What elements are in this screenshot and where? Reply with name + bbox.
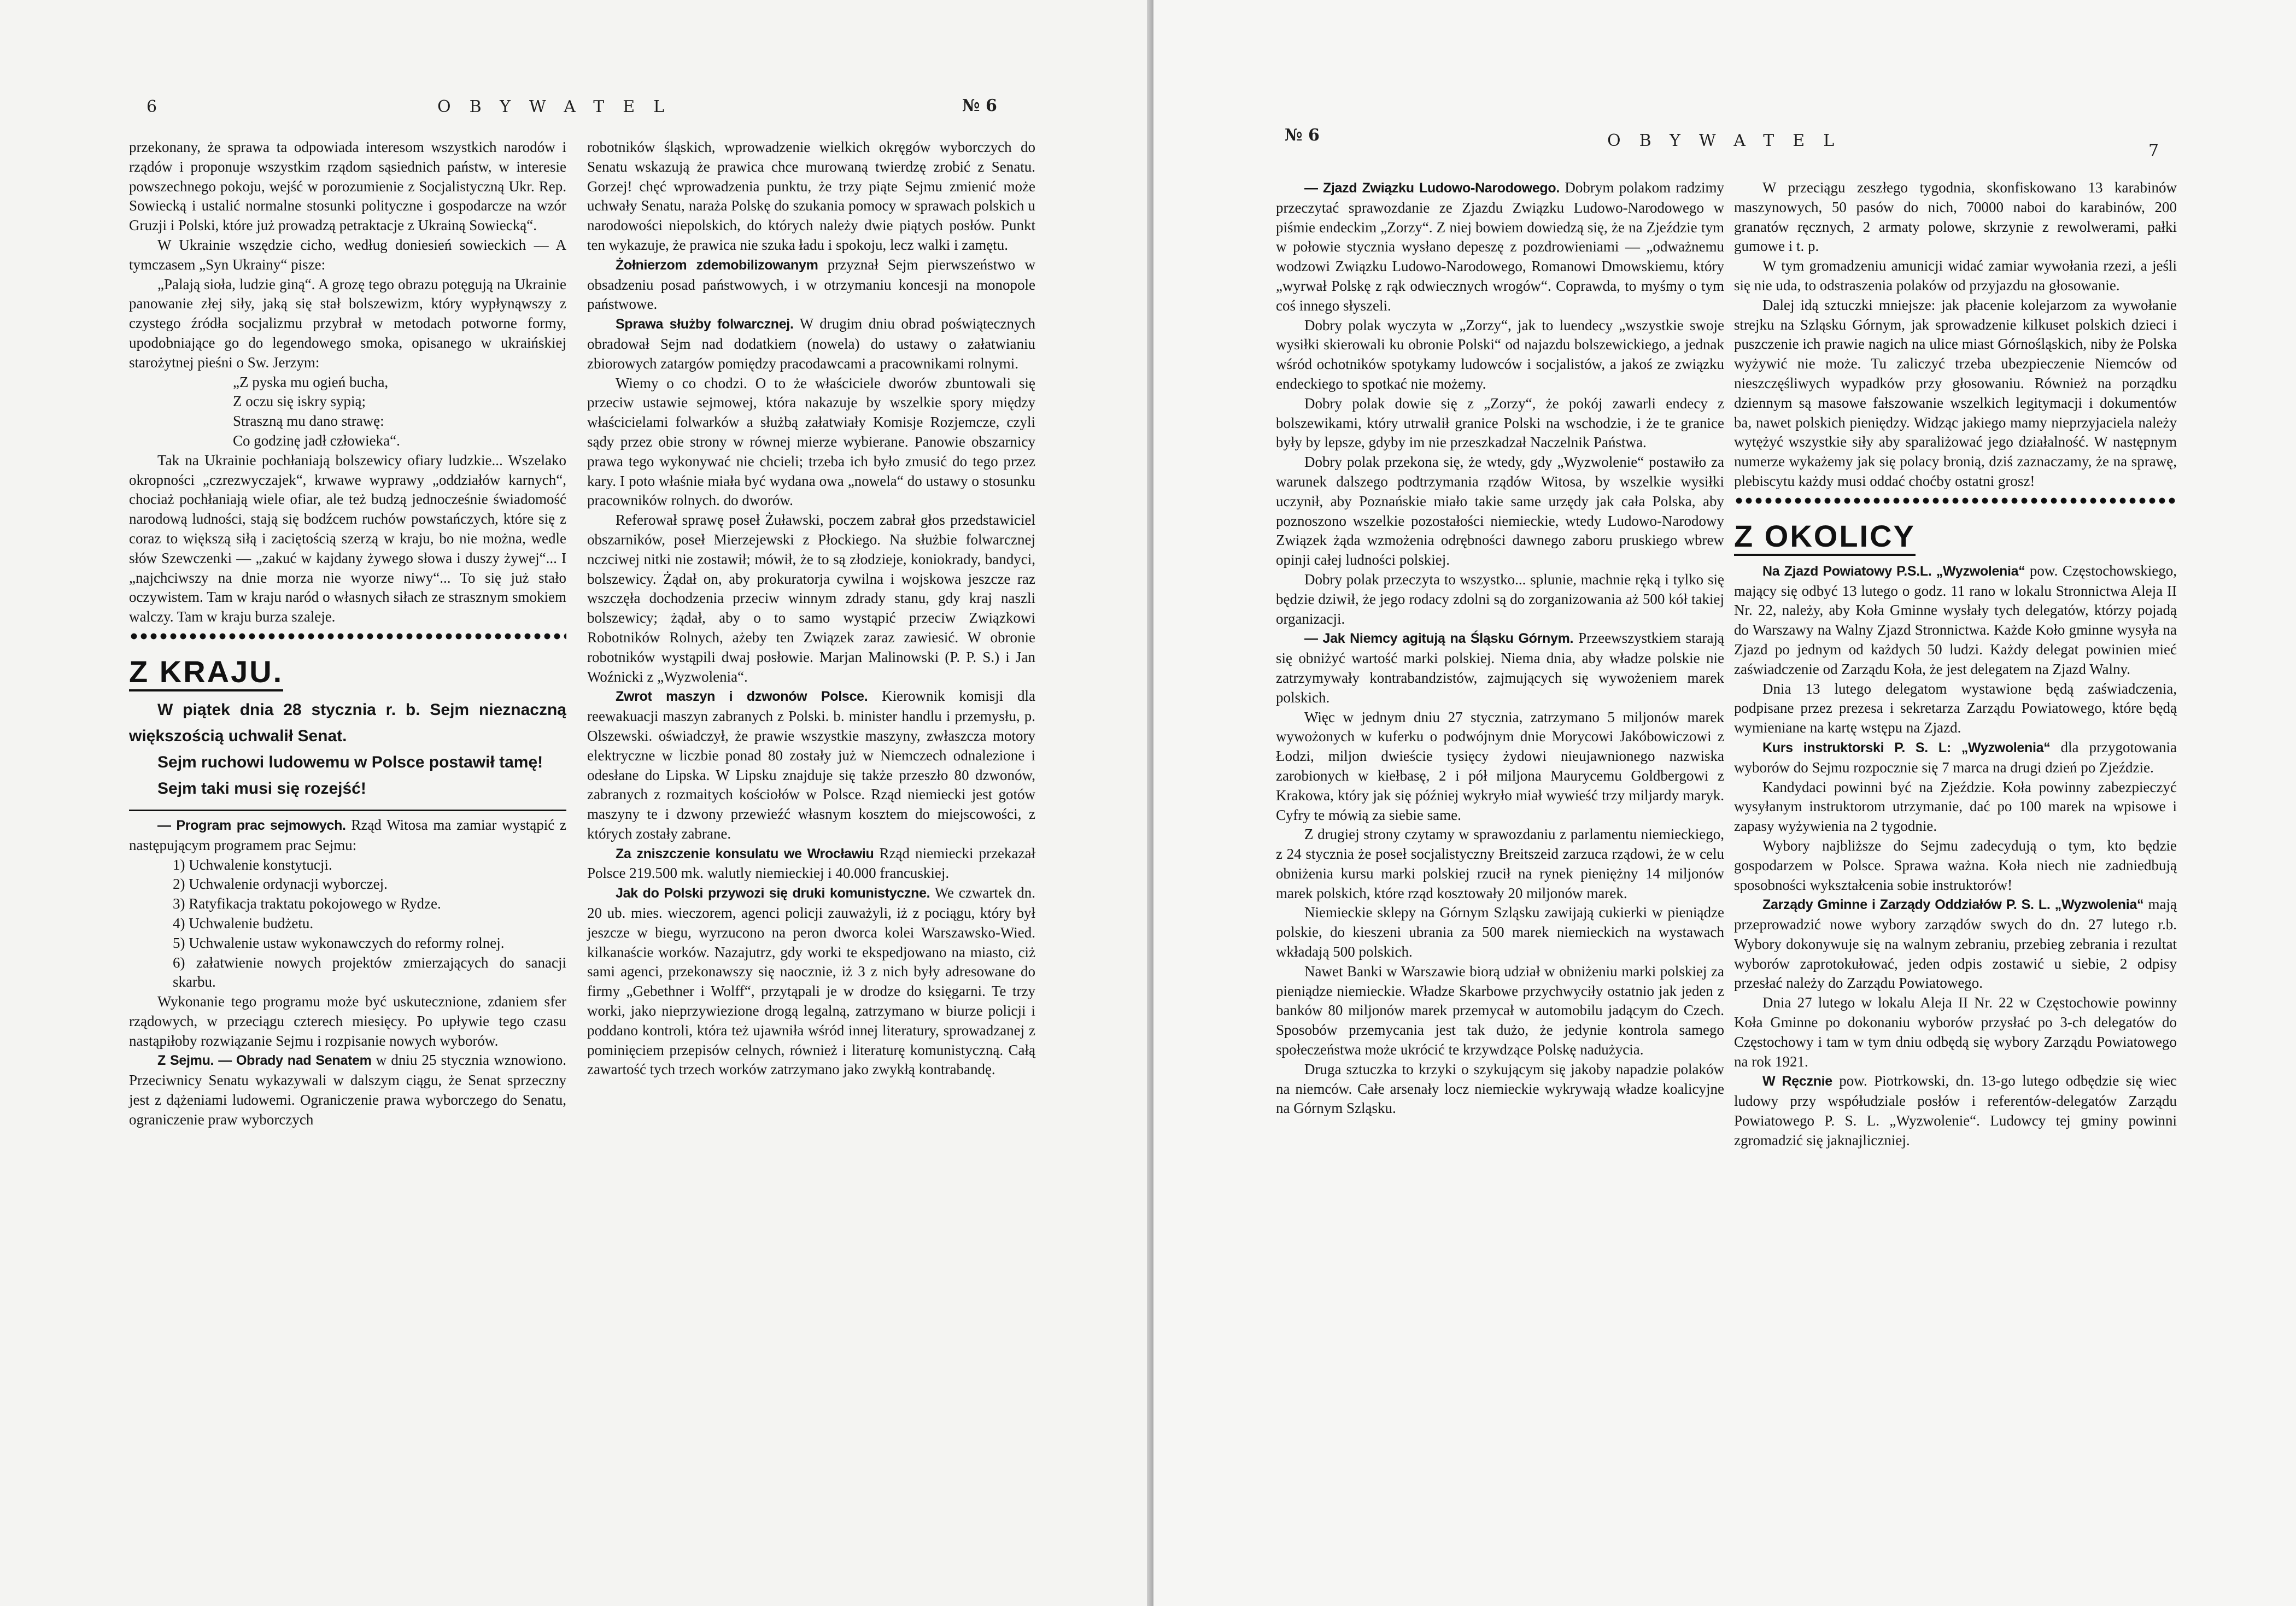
paragraph: Wykonanie tego programu może być uskutecznione, zdaniem sfer rządowych, w przeciągu czterech miesięcy. Po upływie tego czasu nastąpiłoby rozwiązanie Sejmu i rozpisanie nowych wyborów.	[129, 993, 566, 1049]
paragraph	[587, 687, 1035, 843]
section-title-z-okolicy: Z OKOLICY	[1734, 518, 1916, 553]
paragraph: Tak na Ukrainie pochłaniają bolszewicy ofiary ludzkie... Wszelako okropności „czrezwyczajek“, krwawe wyprawy „oddziałów karnych“, chociaż pochłaniają wiele ofiar, ale też budzą jednocześnie świadomość narodową ludności, stają się bodźcem ruchów powstańczych, które się z coraz to większą siłą i zaciętością szerzą w kraju, bo nie można, wedle słów Szewczenki — „zakuć w kajdany żywego słowa i duszy żywej“... I „najchciwszy na dnie morza nie wyorze niwy“... To się już stało oczywistem. Tam w kraju naród o własnych siłach ze strasznym smokiem walczy. Tam w kraju burza szaleje.	[129, 452, 566, 625]
left-column-2	[587, 138, 1035, 1080]
text: Dobrym polakom radzimy przeczytać sprawozdanie ze Zjazdu Związku Ludowo-Narodowego w piśmie endeckim „Zorzy“. Z niej bowiem dowiedzą się, że na Zjeździe tym w połowie stycznia wysłano depeszę z pozdrowieniami — „odważnemu wodzowi Związku Ludowo-Narodowego, Romanowi Dmowskiemu, który „wyrwał Polskę z rąk odwiecznych wrogów“. Coprawda, to myśmy o tym coś innego słyszeli.	[1276, 179, 1724, 314]
right-page	[1153, 0, 2296, 1606]
text: W drugim dniu obrad poświątecznych obradował Sejm nad dodatkiem (nowela) do ustawy o załatwianiu zbiorowych zatargów pomiędzy pracodawcami a pracownikami rolnymi.	[587, 315, 1035, 372]
section-title-wrap	[129, 647, 283, 691]
paragraph: Dobry polak wyczyta w „Zorzy“, jak to luendecy „wszystkie swoje wysiłki skierowali ku obronie Polski“ od najazdu bolszewickiego, a jednak wśród ochotników spotykamy ludowców i socjalistów, a jakoś ze związku endeckiego to spotkać nie możemy.	[1276, 316, 1724, 392]
masthead-title: OBYWATEL	[1607, 131, 1853, 150]
heading: Jak do Polski przywozi się druki komunistyczne.	[616, 886, 930, 901]
poem-line: „Z pyska mu ogień bucha,	[233, 373, 389, 390]
heading: — Zjazd Związku Ludowo-Narodowego.	[1304, 180, 1560, 196]
bold-paragraph: Sejm ruchowi ludowemu w Polsce postawił tamę!	[157, 753, 543, 771]
heading: Za zniszczenie konsulatu we Wrocławiu	[616, 846, 874, 861]
paragraph: W przeciągu zeszłego tygodnia, skonfiskowano 13 karabinów maszynowych, 50 pasów do nich, 70000 naboi do karabinów, 200 granatów ręcznych, 2 armaty polowe, skrzynie z rewolwerami, pałki gumowe i t. p.	[1734, 179, 2177, 255]
bold-paragraph: Sejm taki musi się rozejść!	[157, 779, 366, 798]
program-list	[129, 855, 566, 993]
masthead-title: OBYWATEL	[437, 97, 683, 116]
heading: — Jak Niemcy agitują na Śląsku Górnym.	[1304, 631, 1574, 647]
section-title-z-kraju: Z KRAJU.	[129, 654, 284, 689]
heading: Żołnierzom zdemobilizowanym	[616, 257, 818, 273]
paragraph	[1734, 738, 2177, 778]
text: Przeewszystkiem starają się obniżyć wartość marki polskiej. Niema dnia, aby władze polskie nie zatrzymywały kontrabandzistów, zajmujących się wywożeniem marek polskich.	[1276, 630, 1724, 706]
paragraph: Niemieckie sklepy na Górnym Szląsku zawijają cukierki w pieniądze polskie, do kieszeni ubrania za 500 marek niemieckich na wystawach wkładają 500 polskich.	[1276, 904, 1724, 960]
heading: Kurs instruktorski P. S. L: „Wyzwolenia“	[1762, 740, 2051, 755]
right-column-1	[1276, 178, 1724, 1118]
paragraph: W Ukrainie wszędzie cicho, według doniesień sowieckich — A tymczasem „Syn Ukrainy“ pisze:	[129, 236, 566, 273]
text: dla przygotowania wyborów do Sejmu rozpocznie się 7 marca na drugi dzień po Zjeździe.	[1734, 738, 2177, 776]
section-title-wrap	[1734, 511, 1916, 556]
text: Kierownik komisji dla reewakuacji maszyn zabranych z Polski. b. minister handlu i przemysłu, p. Olszewski. oświadczył, że prawie wszystkie maszyny, zwłaszcza motory elektryczne w liczbie ponad 80 zostały już w Niemczech odnalezione i odesłane do Lipska. W Lipsku znajduje się także przeszło 80 dzwonów, zabranych z rozmaitych kościołów w Polsce. Rząd niemiecki jest gotów maszyny te i dzwony przewieźć własnym kosztem do miejscowości, z których zostały zabrane.	[587, 688, 1035, 842]
poem-line: Z oczu się iskry sypią;	[233, 393, 366, 410]
text: pow. Częstochowskiego, mający się odbyć 13 lutego o godz. 11 rano w lokalu Stronnictwa Aleja II Nr. 22, należy, aby Koła Gminne wysłały tych delegatów, którzy pojadą do Warszawy na Walny Zjazd Stronnictwa. Każde Koło gminne wysyła na Zjazd po jednym od każdych 50 ludzi. Każdy delegat powinien mieć zaświadczenie od Zarządu Koła, że jest delegatem na Zjazd Walny.	[1734, 562, 2177, 677]
text: przyznał Sejm pierwszeństwo w obsadzeniu posad państwowych, i w otrzymaniu koncesji na monopole państwowe.	[587, 256, 1035, 313]
right-page-masthead	[1607, 131, 1853, 150]
list-item: 5) Uchwalenie ustaw wykonawczych do reformy rolnej.	[173, 934, 505, 951]
paragraph	[1734, 1071, 2177, 1150]
program-heading: — Program prac sejmowych.	[157, 817, 346, 833]
heading: Zarządy Gminne i Zarządy Oddziałów P. S. L. „Wyzwolenia“	[1762, 897, 2144, 913]
sejm-text: w dniu 25 stycznia wznowiono. Przeciwnicy Senatu wykazywali w dalszym ciągu, że Senat sprzeczny jest z dążeniami ludowemi. Ograniczenie prawa wyborczego do Senatu, ograniczenie praw wyborczych	[129, 1052, 566, 1128]
paragraph	[587, 883, 1035, 1080]
paragraph: Z drugiej strony czytamy w sprawozdaniu z parlamentu niemieckiego, z 24 stycznia że poseł socjalistyczny Breitszeid zarzuca rządowi, że w celu obniżenia kursu marki polskiej rzucił na rynek pieniężny 14 miljonów marek polskich, które rząd kosztowały 20 miljonów marek.	[1276, 826, 1724, 901]
paragraph	[1734, 561, 2177, 679]
paragraph	[1734, 895, 2177, 993]
heading: Zwrot maszyn i dzwonów Polsce.	[616, 689, 868, 705]
left-column-1	[129, 138, 566, 1130]
paragraph: Nawet Banki w Warszawie biorą udział w obniżeniu marki polskiej za pieniądze niemieckie. Władze Skarbowe przychwyciły ostatnio jak jeden z banków 80 miljonów marek przemycał w automobilu jadącym do Czech. Sposobów przemycania jest tak dużo, że jedynie kontrola samego społeczeństwa może ukrócić te krzywdzące Polskę nadużycia.	[1276, 963, 1724, 1058]
paragraph-sejm	[129, 1051, 566, 1129]
paragraph: robotników śląskich, wprowadzenie wielkich okręgów wyborczych do Senatu wskazują że prawica chce murowaną twierdzę zrobić z Senatu. Gorzej! chęć wprowadzenia punktu, że trzy piąte Sejmu zmienić może uchwały Senatu, naraża Polskę do szukania pomocy w sprawach polskich u narodowości niepolskich, do których należy dwie piątych posłów. Punkt ten wykazuje, że prawica nie szuka ładu i spokoju, lecz walki i zamętu.	[587, 139, 1035, 253]
poem	[129, 373, 566, 451]
ornamental-divider	[129, 632, 566, 640]
poem-line: Co godzinę jadł człowieka“.	[233, 432, 400, 449]
paragraph: Więc w jednym dniu 27 stycznia, zatrzymano 5 miljonów marek wywożonych w kuferku o podwójnym dnie Morycowi Jakóbowiczowi z Łodzi, miljon dwieście tysięcy żydowi nieujawnionego nazwiska zarobionych w kiełbasę, 2 i pół miljona Maurycemu Goldbergowi z Krakowa, który jak się później wykryło miał wywieść trzy miljardy maryk. Cyfry te mówią za siebie same.	[1276, 708, 1724, 823]
paragraph: Dobry polak dowie się z „Zorzy“, że pokój zawarli endecy z bolszewikami, który utrwalił granice Polski na wschodzie, i że te granice były by lepsze, gdyby im nie przeszkadzał Naczelnik Państwa.	[1276, 395, 1724, 451]
heading: W Ręcznie	[1762, 1074, 1832, 1089]
sejm-heading: Z Sejmu. — Obrady nad Senatem	[157, 1053, 372, 1069]
bold-paragraph: W piątek dnia 28 stycznia r. b. Sejm nieznaczną większością uchwalił Senat.	[129, 700, 566, 745]
paragraph: „Palają sioła, ludzie giną“. A grozę tego obrazu potęgują na Ukrainie panowanie złej siły, jaką się stał bolszewizm, który wypłynąwszy z czystego źródła socjalizmu przybrał w metodach potworne formy, upodobniające go do legendowego smoka, opisanego w ukraińskiej starożytnej pieśni o Sw. Jerzym:	[129, 276, 566, 371]
text: Rząd niemiecki przekazał Polsce 219.500 mk. walutly niemieckiej i 40.000 francuskiej.	[587, 845, 1035, 882]
left-issue-number: № 6	[962, 96, 997, 115]
right-column-2	[1734, 178, 2177, 1151]
heading: Sprawa służby folwarcznej.	[616, 316, 794, 332]
bold-announcement	[129, 697, 566, 802]
list-item: 2) Uchwalenie ordynacji wyborczej.	[173, 876, 388, 893]
text: mają przeprowadzić nowe wybory zarządów swych do dn. 27 lutego r.b. Wybory dokonywuje się na walnym zebraniu, przebieg zebrania i rezultat wyborów zaprotokułować, jeden odpis zostawić u siebie, 2 odpisy przesłać należy do Zarządu Powiatowego.	[1734, 896, 2177, 992]
paragraph: Dalej idą sztuczki mniejsze: jak płacenie kolejarzom za wywołanie strejku na Szląsku Górnym, jak sprowadzenie kilkuset polskich dzieci i puszczenie ich prawie nagich na ulice miast Górnośląskich, niby że Polska wyżywić nie może. Tu zaliczyć trzeba ubezpieczenie Niemców od nieszczęśliwych wypadków przy głosowaniu. Również na porządku dziennym są masowe fałszowanie wszelkich legitymacji i dokumentów ba, nawet polskich pieniędzy. Widząc jakiego mamy nieprzyjaciela należy wytężyć wszystkie siły aby sparaliżować jego działalność. W następnym numerze wykażemy jak się polacy bronią, dziś zaznaczamy, że na sprawę, plebiscytu każdy musi oddać choćby ostatni grosz!	[1734, 296, 2177, 489]
paragraph	[1276, 178, 1724, 316]
paragraph: Wiemy o co chodzi. O to że właściciele dworów zbuntowali się przeciw ustawie sejmowej, która nakazuje by wszelkie spory między właścicielami folwarków a służbą załatwiały Komisje Rozjemcze, czyli sądy przez obie strony w równej mierze wybierane. Panowie obszarnicy prawa tego wykonywać nie chcieli; trzeba ich było zmusić do tego przez kary. I poto właśnie miała być wydana owa „nowela“ do ustawy o stosunku pracowników rolnych. do dworów.	[587, 374, 1035, 509]
paragraph: Wybory najbliższe do Sejmu zadecydują o tym, kto będzie gospodarzem w Polsce. Sprawa ważna. Koła niech nie zadniedbują sposobności wykształcenia sobie instruktorów!	[1734, 837, 2177, 893]
paragraph: Dobry polak przekona się, że wtedy, gdy „Wyzwolenie“ postawiło za warunek dalszego podtrzymania rządów Witosa, by wszelkie wysiłki uczynił, aby Poznańskie miało takie same urzędy jak cała Polska, aby poznoszono wszelkie pozostałości niemieckie, wtedy Ludowo-Narodowy Związek żąda wzmożenia odrębności dawnego zaboru pruskiego wbrew opinji całej ludności polskiej.	[1276, 454, 1724, 568]
left-page-number: 6	[147, 97, 157, 116]
paragraph	[587, 314, 1035, 373]
paragraph	[1276, 629, 1724, 707]
left-page-masthead	[437, 97, 683, 116]
paragraph: W tym gromadzeniu amunicji widać zamiar wywołania rzezi, a jeśli się nie uda, to odstraszenia polaków od przyjazdu na głosowanie.	[1734, 257, 2177, 294]
text: We czwartek dn. 20 ub. mies. wieczorem, agenci policji zauważyli, iż z pociągu, który był jeszcze w biegu, wyrzucono na peron dworca kolei Warszawsko-Wied. kilkanaście worków. Nazajutrz, gdy worki te ekspedjowano na miasto, ciż sami agenci, przekonawszy się naocznie, iż 3 z nich były adresowane do firmy „Gebethner i Wolff“, przytąpali je w drodze do księgarni. Te trzy worki, jako nieprzywiezione drogą legalną, zatrzymano w biurze policji i poddano kontroli, która też ujawniła wśród innej literatury, sprowadzanej z pominięciem przepisów celnych, również i literaturę komunistyczną. Całą zawartość tych trzech worków zatrzymano jako zwykłą kontrabandę.	[587, 884, 1035, 1078]
program-text: Rząd Witosa ma zamiar wystąpić z następującym programem prac Sejmu:	[129, 816, 566, 853]
paragraph: Referował sprawę poseł Żuławski, poczem zabrał głos przedstawiciel obszarników, poseł Mierzejewski z Płockiego. Na służbie folwarcznej nczciwej nitki nie zostawił; mówił, że to są złodzieje, koniokrady, bandyci, bolszewicy. Żądał on, aby prokuratorja cywilna i wojskowa jeszcze raz wszczęła dochodzenia przeciw winnym zdrady stanu, gdy kraj naszli bolszewicy; żądał, aby o to samo wystąpić przeciw Związkowi Robotników Rolnych, ażeby ten Związek zaraz zawiesić. W obronie robotników wystąpili dwaj posłowie. Marjan Malinowski (P. P. S.) i Jan Woźnicki z „Wyzwolenia“.	[587, 512, 1035, 685]
ornamental-divider	[1734, 497, 2177, 505]
paragraph: Kandydaci powinni być na Zjeździe. Koła powinny zabezpieczyć wysyłanym instruktorom utrzymanie, dać po 100 marek na wpisowe i zapasy wyżywienia na 2 tygodnie.	[1734, 778, 2177, 835]
horizontal-rule	[129, 810, 566, 811]
paragraph: Druga sztuczka to krzyki o szykującym się jakoby napadzie polaków na niemców. Całe arsenały locz niemieckie wykrywają władze koalicyjne na Górnym Szląsku.	[1276, 1060, 1724, 1117]
paragraph: przekonany, że sprawa ta odpowiada interesom wszystkich narodów i rządów i proponuje wszystkim rządom sąsiednich państw, w interesie powszechnego pokoju, wejść w porozumienie z Socjalistyczną Ukr. Rep. Sowiecką i ustalić normalne stosunki polityczne i gospodarcze na wzór Gruzji i Polski, które już prowadzą petraktacje z Ukrainą Sowiecką“.	[129, 139, 566, 234]
heading: Na Zjazd Powiatowy P.S.L. „Wyzwolenia“	[1762, 563, 2025, 579]
list-item: 4) Uchwalenie budżetu.	[173, 915, 314, 931]
list-item: 1) Uchwalenie konstytucji.	[173, 856, 332, 873]
paragraph	[587, 255, 1035, 314]
text: pow. Piotrkowski, dn. 13-go lutego odbędzie się wiec ludowy przy współudziale posłów i referentów-delegatów Zarządu Powiatowego P. S. L. „Wyzwolenie“. Ludowcy tej gminy powinni zgromadzić się jaknajliczniej.	[1734, 1072, 2177, 1148]
list-item: 6) załatwienie nowych projektów zmierzających do sanacji skarbu.	[173, 954, 566, 990]
paragraph: Dnia 13 lutego delegatom wystawione będą zaświadczenia, podpisane przez prezesa i sekretarza Zarządu Powiatowego, które będą wymieniane na kartę wstępu na Zjazd.	[1734, 680, 2177, 736]
list-item: 3) Ratyfikacja traktatu pokojowego w Rydze.	[173, 895, 441, 912]
right-issue-number: № 6	[1285, 126, 1320, 145]
paragraph-program	[129, 816, 566, 855]
poem-line: Straszną mu dano strawę:	[233, 413, 384, 430]
paragraph: Dnia 27 lutego w lokalu Aleja II Nr. 22 w Częstochowie powinny Koła Gminne po dokonaniu wyborów przysłać po 3-ch delegatów do Częstochowy i tam w tym dniu odbędą się wybory Zarządu Powiatowego na rok 1921.	[1734, 994, 2177, 1070]
paragraph	[587, 844, 1035, 884]
right-page-number: 7	[2148, 141, 2159, 160]
paragraph: Dobry polak przeczyta to wszystko... splunie, machnie ręką i tylko się będzie dziwił, że jego rodacy zdolni są do zorganizowania aż 500 kół takiej organizacji.	[1276, 571, 1724, 627]
